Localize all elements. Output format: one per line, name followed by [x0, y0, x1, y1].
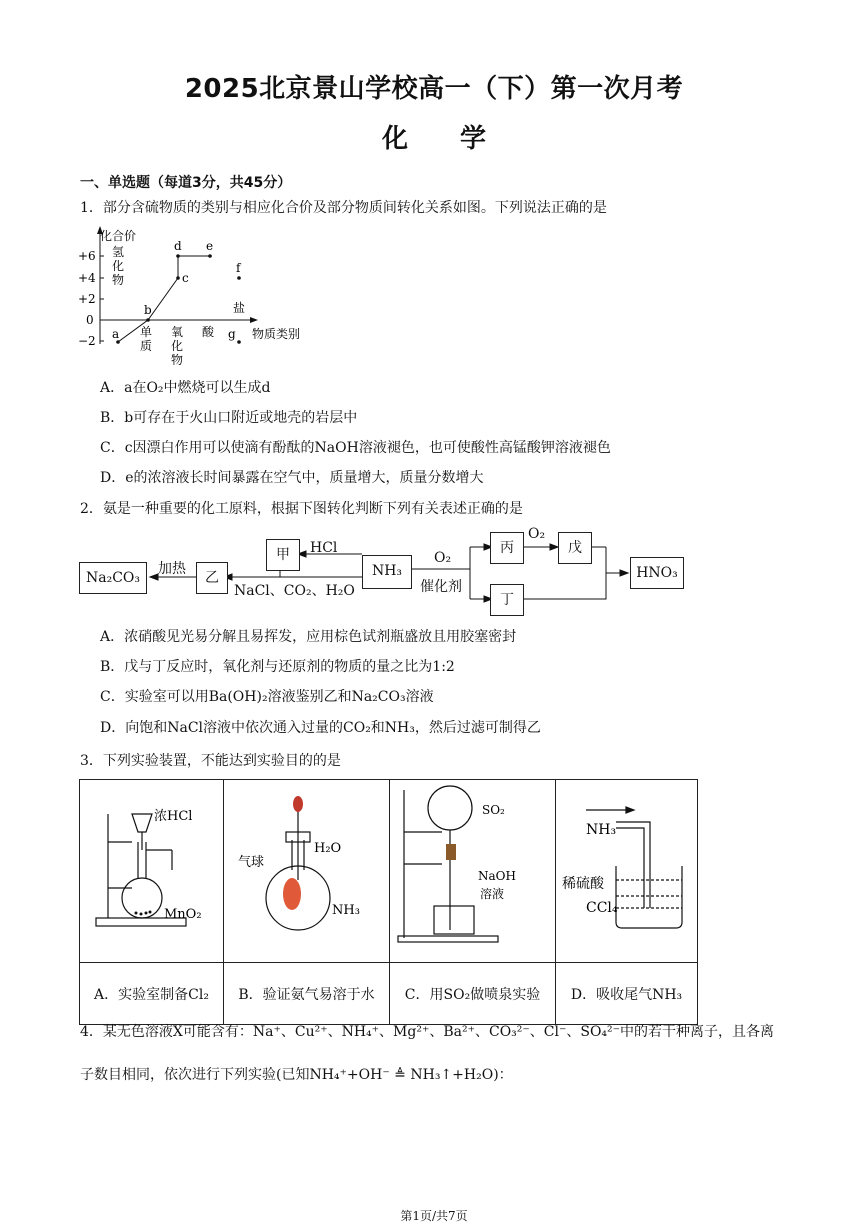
label-dilute-h2so4: 稀硫酸: [562, 876, 604, 892]
point-g: g: [228, 327, 236, 341]
flow-ding-box: 丁: [490, 584, 524, 616]
question-4-line-1: 4．某无色溶液X可能含有：Na⁺、Cu²⁺、NH₄⁺、Mg²⁺、Ba²⁺、CO₃²⁻、Cl⁻、SO₄²⁻中的若干种离子，且各离: [80, 1024, 775, 1040]
xcat-salt: 盐: [233, 301, 246, 315]
xcat-oxide-3: 物: [171, 353, 184, 367]
xcat-acid: 酸: [202, 325, 215, 339]
graph-ylabel: 化合价: [100, 229, 137, 243]
flow-catalyst-label: 催化剂: [420, 579, 462, 595]
hydride-label-2: 化: [112, 259, 125, 273]
q1-option-a: A．a在O₂中燃烧可以生成d: [100, 380, 271, 396]
flow-jia-box: 甲: [266, 539, 300, 571]
q1-option-c: C．c因漂白作用可以使滴有酚酞的NaOH溶液褪色，也可使酸性高锰酸钾溶液褪色: [100, 440, 611, 456]
flow-o2b-label: O₂: [528, 526, 546, 542]
q2-option-b: B．戊与丁反应时，氧化剂与还原剂的物质的量之比为1:2: [100, 659, 455, 675]
q3-apparatus-table: [79, 779, 698, 1025]
exam-title: 2025北京景山学校高一（下）第一次月考: [184, 74, 684, 104]
question-1-stem: 1．部分含硫物质的类别与相应化合价及部分物质间转化关系如图。下列说法正确的是: [80, 200, 607, 216]
caption-a: A．实验室制备Cl₂: [80, 963, 224, 1025]
apparatus-a-drawing: [80, 780, 223, 958]
ytick-minus2: −2: [78, 334, 96, 348]
q1-option-d: D．e的浓溶液长时间暴露在空气中，质量增大，质量分数增大: [100, 470, 484, 486]
label-solution: 溶液: [480, 887, 505, 901]
xcat-element-2: 质: [140, 339, 153, 353]
caption-d: D．吸收尾气NH₃: [556, 963, 698, 1025]
hydride-label-3: 物: [112, 273, 125, 287]
q2-option-d: D．向饱和NaCl溶液中依次通入过量的CO₂和NH₃，然后过滤可制得乙: [100, 720, 541, 736]
q2-option-a: A．浓硝酸见光易分解且易挥发，应用棕色试剂瓶盛放且用胶塞密封: [100, 629, 517, 645]
apparatus-a-cell: [80, 780, 224, 963]
point-a: a: [112, 327, 120, 341]
flow-reagents-label: NaCl、CO₂、H₂O: [234, 583, 355, 599]
apparatus-b-drawing: [224, 780, 389, 958]
label-conc-hcl: 浓HCl: [154, 809, 193, 824]
q1-valence-graph: [76, 222, 316, 372]
apparatus-b-cell: [224, 780, 390, 963]
label-nh3-flask: NH₃: [332, 903, 360, 918]
section-heading: 一、单选题（每道3分，共45分）: [80, 175, 292, 191]
graph-xlabel: 物质类别: [252, 327, 301, 341]
flow-nh3-box: NH₃: [362, 555, 412, 589]
label-mno2: MnO₂: [164, 907, 202, 922]
xcat-element-1: 单: [140, 325, 153, 339]
caption-b: B．验证氨气易溶于水: [224, 963, 390, 1025]
label-ccl4: CCl₄: [586, 900, 618, 916]
label-naoh: NaOH: [478, 869, 516, 883]
label-h2o: H₂O: [314, 841, 342, 856]
point-c: c: [182, 271, 189, 285]
point-b: b: [144, 303, 152, 317]
label-so2: SO₂: [482, 803, 505, 817]
flow-heat-label: 加热: [158, 561, 186, 577]
ytick-plus6: +6: [78, 249, 96, 263]
label-balloon: 气球: [238, 855, 265, 870]
apparatus-c-drawing: [390, 780, 555, 958]
xcat-oxide-1: 氧: [171, 325, 184, 339]
question-4-line-2: 子数目相同，依次进行下列实验(已知NH₄⁺+OH⁻ ≜ NH₃↑+H₂O)：: [80, 1067, 513, 1083]
hydride-label-1: 氢: [112, 245, 125, 259]
apparatus-d-cell: [556, 780, 698, 963]
flow-yi-box: 乙: [196, 562, 228, 594]
q1-option-b: B．b可存在于火山口附近或地壳的岩层中: [100, 410, 358, 426]
flow-hno3-box: HNO₃: [630, 557, 684, 589]
question-2-stem: 2．氨是一种重要的化工原料，根据下图转化判断下列有关表述正确的是: [80, 501, 523, 517]
ytick-zero: 0: [86, 313, 94, 327]
ytick-plus2: +2: [78, 292, 96, 306]
flow-hcl-label: HCl: [310, 540, 338, 556]
subject-title: 化学: [381, 124, 538, 154]
question-3-stem: 3．下列实验装置，不能达到实验目的的是: [80, 753, 341, 769]
xcat-oxide-2: 化: [171, 339, 184, 353]
point-d: d: [174, 239, 182, 253]
flow-bing-box: 丙: [490, 532, 524, 564]
apparatus-d-drawing: [556, 780, 697, 958]
point-e: e: [206, 239, 214, 253]
apparatus-c-cell: [390, 780, 556, 963]
page-number: 第1页/共7页: [400, 1209, 468, 1223]
point-f: f: [236, 261, 241, 275]
caption-c: C．用SO₂做喷泉实验: [390, 963, 556, 1025]
flow-wu-box: 戊: [558, 532, 592, 564]
flow-o2-label: O₂: [434, 550, 452, 566]
flow-na2co3-box: Na₂CO₃: [79, 562, 147, 594]
label-nh3-inlet: NH₃: [586, 822, 617, 838]
ytick-plus4: +4: [78, 271, 96, 285]
q2-option-c: C．实验室可以用Ba(OH)₂溶液鉴别乙和Na₂CO₃溶液: [100, 689, 434, 705]
